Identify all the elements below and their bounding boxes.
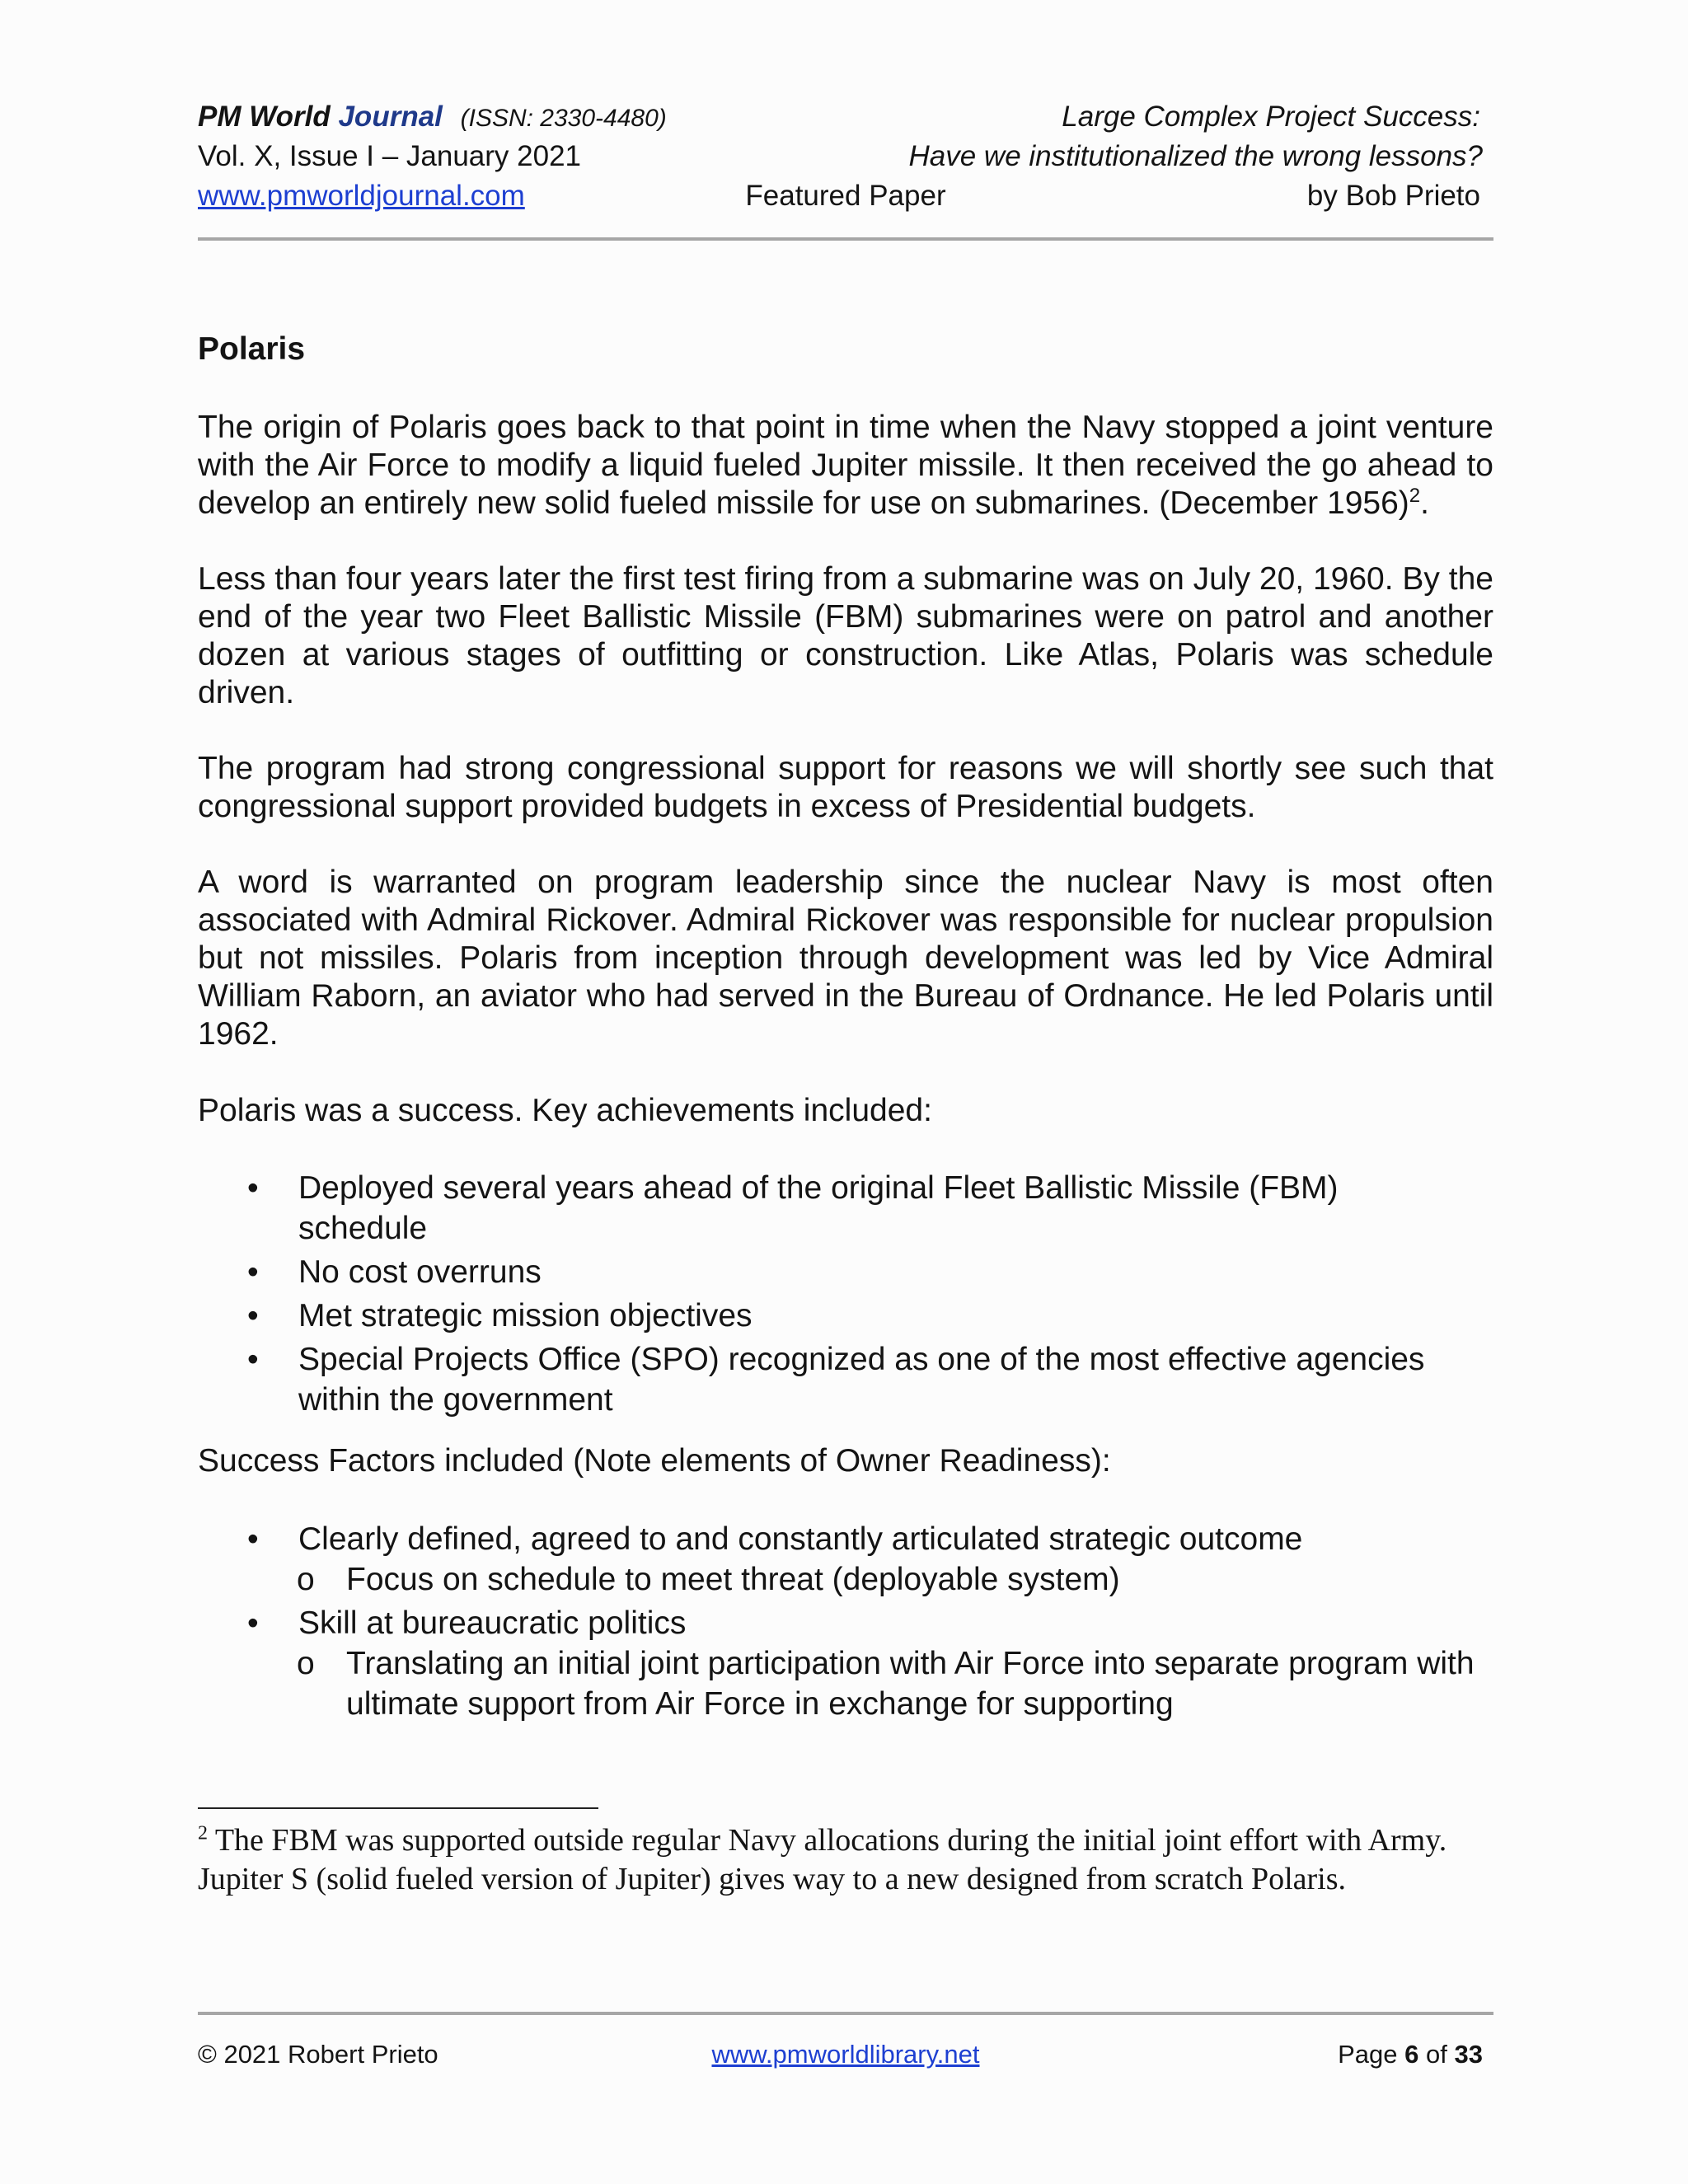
paragraph-text: Less than four years later the first test firing from a submarine was on July 20, 1960. By the end of the year two Fleet Ballistic Missile (FBM) submarines were on patrol and another dozen at various stages of outfitting or construction. Like Atlas, Polaris was schedule driven. — [198, 561, 1493, 710]
paper-title-line2: Have we institutionalized the wrong lessons? — [908, 140, 1483, 172]
paragraph-5 — [198, 1092, 1493, 1130]
total-pages: 33 — [1454, 2040, 1483, 2069]
footnote-text: The FBM was supported outside regular Navy allocations during the initial joint effort with Army. Jupiter S (solid fueled version of Jupiter) gives way to a new designed from scratch Polaris. — [198, 1823, 1447, 1896]
list-item — [247, 1603, 1484, 1643]
paragraph-4 — [198, 864, 1493, 1053]
section-heading: Polaris — [198, 331, 306, 367]
paragraph-3 — [198, 750, 1493, 826]
journal-masthead — [198, 97, 667, 138]
bullet-icon: • — [247, 1170, 259, 1206]
journal-name: PM World — [198, 101, 331, 133]
bullet-icon: • — [247, 1521, 259, 1557]
footnote — [198, 1821, 1493, 1899]
journal-website-link[interactable]: www.pmworldjournal.com — [198, 180, 525, 212]
period: . — [1420, 485, 1429, 521]
list-item-text: Skill at bureaucratic politics — [298, 1605, 687, 1641]
list-item-text: No cost overruns — [298, 1254, 542, 1290]
page-label: Page — [1338, 2040, 1398, 2069]
author: by Bob Prieto — [1306, 180, 1480, 212]
list-item — [247, 1296, 1451, 1336]
circle-bullet-icon: o — [297, 1562, 315, 1597]
list-item — [247, 1168, 1451, 1249]
footnote-ref[interactable]: 2 — [1409, 485, 1421, 507]
paragraph-text: The origin of Polaris goes back to that point in time when the Navy stopped a joint venture with the Air Force to modify a liquid fueled Jupiter missile. It then received the go ahead to develop an entirely new solid fueled missile for use on submarines. (December 1956) — [198, 410, 1493, 521]
copyright: © 2021 Robert Prieto — [198, 2040, 438, 2069]
bullet-icon: • — [247, 1605, 259, 1641]
circle-bullet-icon: o — [297, 1646, 315, 1681]
success-intro — [198, 1442, 1493, 1480]
bullet-icon: • — [247, 1342, 259, 1377]
library-link[interactable]: www.pmworldlibrary.net — [711, 2040, 980, 2069]
bullet-icon: • — [247, 1298, 259, 1333]
page-header — [198, 97, 1493, 221]
footnote-divider — [198, 1807, 598, 1809]
list-item-text: Met strategic mission objectives — [298, 1298, 753, 1333]
journal-word: Journal — [338, 101, 443, 133]
list-item-text: Clearly defined, agreed to and constantly articulated strategic outcome — [298, 1521, 1303, 1557]
sub-list-item-text: Translating an initial joint participation with Air Force into separate program with ultimate support from Air Force in exchange for supporting — [346, 1646, 1475, 1722]
bullet-icon: • — [247, 1254, 259, 1290]
sub-list-item — [247, 1643, 1484, 1724]
paragraph-text: Polaris was a success. Key achievements included: — [198, 1093, 932, 1128]
sub-list-item — [247, 1559, 1484, 1600]
of-label: of — [1426, 2040, 1447, 2069]
list-item — [247, 1252, 1451, 1292]
footer-divider — [198, 2012, 1493, 2015]
issn: (ISSN: 2330-4480) — [460, 105, 667, 132]
current-page: 6 — [1404, 2040, 1419, 2069]
paragraph-1 — [198, 409, 1493, 523]
paragraph-text: Success Factors included (Note elements of Owner Readiness): — [198, 1443, 1111, 1479]
list-item — [247, 1519, 1484, 1559]
footnote-number: 2 — [198, 1822, 208, 1844]
list-item — [247, 1339, 1451, 1420]
list-item-text: Special Projects Office (SPO) recognized as one of the most effective agencies within the government — [298, 1342, 1425, 1418]
page-number — [1338, 2038, 1483, 2071]
paragraph-text: A word is warranted on program leadership since the nuclear Navy is most often associated with Admiral Rickover. Admiral Rickover was responsible for nuclear propulsion but not missiles. Polaris from inception through development was led by Vice Admiral William Raborn, an aviator who had served in the Bureau of Ordnance. He led Polaris until 1962. — [198, 865, 1493, 1052]
header-divider — [198, 237, 1493, 241]
paragraph-text: The program had strong congressional support for reasons we will shortly see such that congressional support provided budgets in excess of Presidential budgets. — [198, 751, 1493, 824]
volume-issue: Vol. X, Issue I – January 2021 — [198, 140, 582, 172]
sub-list-item-text: Focus on schedule to meet threat (deployable system) — [346, 1562, 1120, 1597]
paper-type: Featured Paper — [745, 180, 946, 212]
paragraph-2 — [198, 560, 1493, 712]
achievements-list — [247, 1168, 1451, 1420]
list-item-text: Deployed several years ahead of the original Fleet Ballistic Missile (FBM) schedule — [298, 1170, 1339, 1246]
success-factors-list — [247, 1519, 1484, 1724]
paper-title-line1: Large Complex Project Success: — [1062, 101, 1480, 133]
